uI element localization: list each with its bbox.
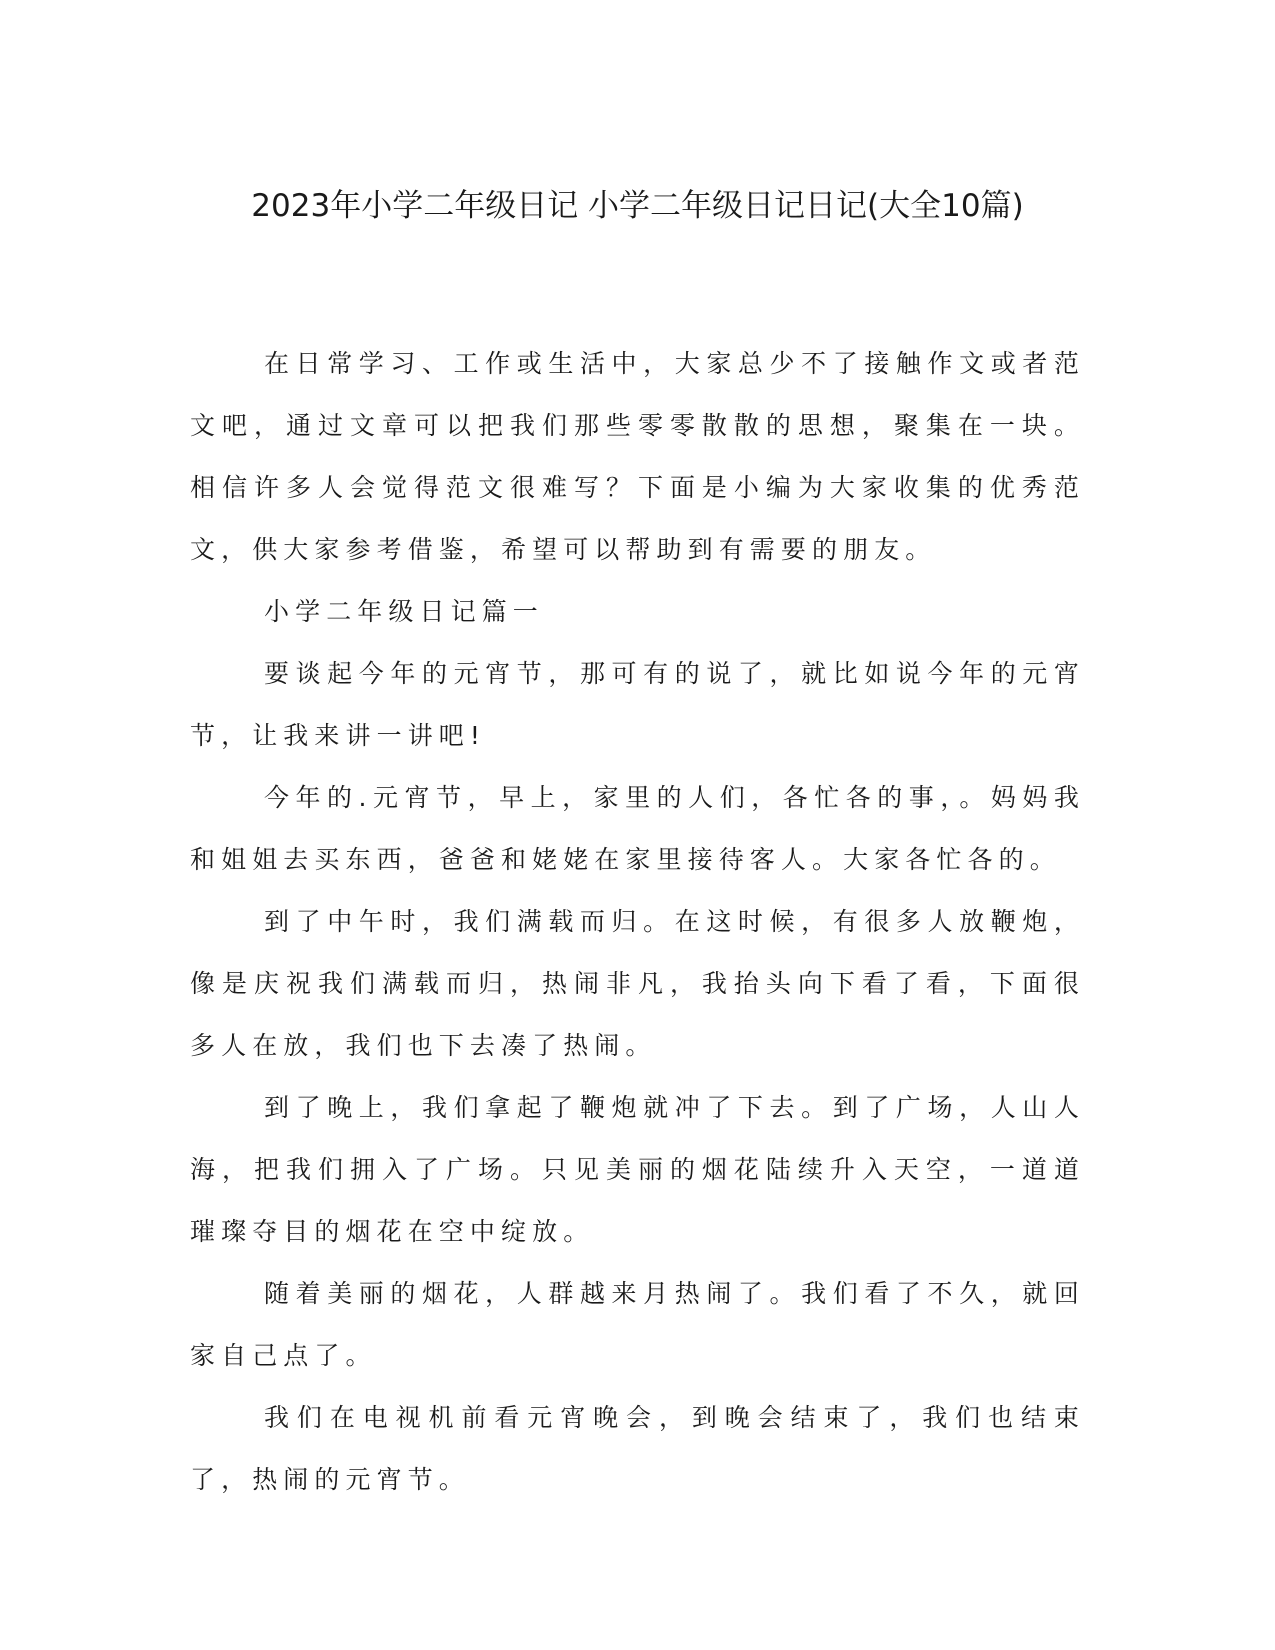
paragraph: 我们在电视机前看元宵晚会，到晚会结束了，我们也结束了，热闹的元宵节。 [190, 1403, 1085, 1494]
paragraph-intro: 在日常学习、工作或生活中，大家总少不了接触作文或者范文吧，通过文章可以把我们那些零零散散的思想，聚集在一块。相信许多人会觉得范文很难写？下面是小编为大家收集的优秀范文，供大家参考借鉴，希望可以帮助到有需要的朋友。 [190, 349, 1085, 564]
document-body [190, 333, 1085, 1511]
paragraph: 要谈起今年的元宵节，那可有的说了，就比如说今年的元宵节，让我来讲一讲吧! [190, 659, 1085, 750]
paragraph: 今年的.元宵节，早上，家里的人们，各忙各的事，。妈妈我和姐姐去买东西，爸爸和姥姥在家里接待客人。大家各忙各的。 [190, 783, 1085, 874]
paragraph: 随着美丽的烟花，人群越来月热闹了。我们看了不久，就回家自己点了。 [190, 1279, 1085, 1370]
paragraph: 到了中午时，我们满载而归。在这时候，有很多人放鞭炮，像是庆祝我们满载而归，热闹非凡，我抬头向下看了看，下面很多人在放，我们也下去凑了热闹。 [190, 907, 1085, 1060]
document-title: 2023年小学二年级日记 小学二年级日记日记(大全10篇) [251, 188, 1024, 224]
paragraph: 到了晚上，我们拿起了鞭炮就冲了下去。到了广场，人山人海，把我们拥入了广场。只见美丽的烟花陆续升入天空，一道道璀璨夺目的烟花在空中绽放。 [190, 1093, 1085, 1246]
section-heading: 小学二年级日记篇一 [264, 597, 544, 626]
